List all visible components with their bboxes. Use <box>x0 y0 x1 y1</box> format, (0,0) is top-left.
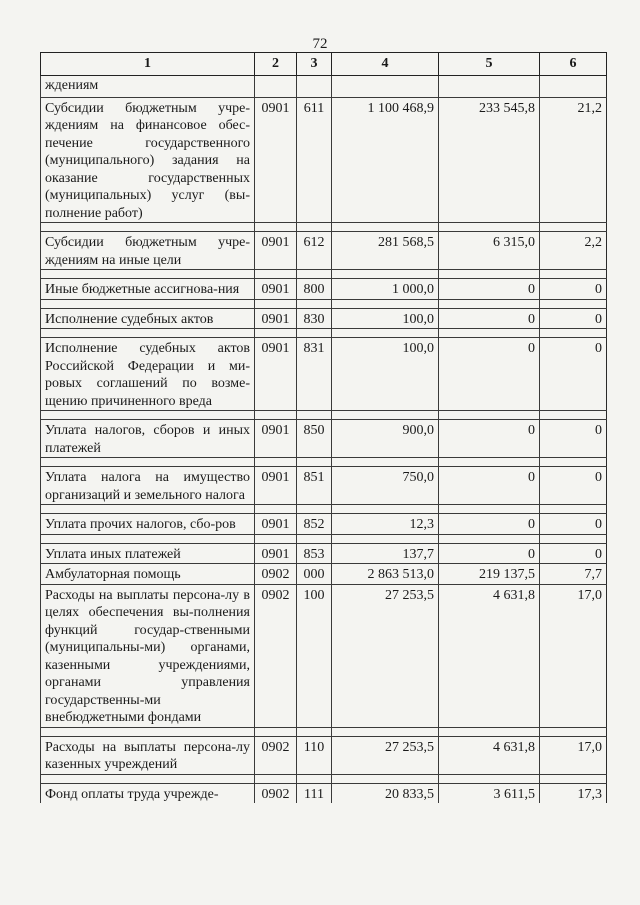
cell-percent: 17,0 <box>540 736 607 774</box>
spacer-cell <box>297 727 332 736</box>
spacer-cell <box>332 223 439 232</box>
table-row <box>41 232 607 270</box>
cell-plan: 100,0 <box>332 308 439 329</box>
spacer-cell <box>439 534 540 543</box>
row-spacer <box>41 534 607 543</box>
cell-section: 0902 <box>255 564 297 585</box>
table-row <box>41 783 607 803</box>
table-row <box>41 97 607 223</box>
cell-section: 0901 <box>255 420 297 458</box>
row-spacer <box>41 223 607 232</box>
spacer-cell <box>255 774 297 783</box>
cell-section: 0901 <box>255 279 297 300</box>
cell-type: 612 <box>297 232 332 270</box>
spacer-cell <box>41 458 255 467</box>
column-header-plan: 4 <box>332 53 439 76</box>
cell-section: 0902 <box>255 783 297 803</box>
cell-name: Фонд оплаты труда учрежде- <box>41 783 255 803</box>
table-row <box>41 338 607 411</box>
table-row <box>41 736 607 774</box>
cell-fact: 0 <box>439 420 540 458</box>
spacer-cell <box>41 727 255 736</box>
spacer-cell <box>297 329 332 338</box>
row-spacer <box>41 505 607 514</box>
cell-fact: 0 <box>439 467 540 505</box>
table-row <box>41 76 607 98</box>
spacer-cell <box>41 223 255 232</box>
cell-type: 110 <box>297 736 332 774</box>
cell-fact: 6 315,0 <box>439 232 540 270</box>
cell-name: Расходы на выплаты персона-лу казенных учреждений <box>41 736 255 774</box>
cell-type: 831 <box>297 338 332 411</box>
cell-section: 0901 <box>255 514 297 535</box>
cell-name: Исполнение судебных актов Российской Федерации и ми-ровых соглашений по возме-щению причиненного вреда <box>41 338 255 411</box>
cell-name: Уплата налога на имущество организаций и земельного налога <box>41 467 255 505</box>
table-row <box>41 543 607 564</box>
cell-plan: 12,3 <box>332 514 439 535</box>
cell-percent: 0 <box>540 543 607 564</box>
cell-percent: 7,7 <box>540 564 607 585</box>
cell-plan: 1 000,0 <box>332 279 439 300</box>
cell-type: 800 <box>297 279 332 300</box>
spacer-cell <box>540 223 607 232</box>
row-spacer <box>41 774 607 783</box>
spacer-cell <box>255 411 297 420</box>
cell-type: 611 <box>297 97 332 223</box>
spacer-cell <box>332 299 439 308</box>
cell-section <box>255 76 297 98</box>
cell-percent: 17,3 <box>540 783 607 803</box>
cell-percent: 21,2 <box>540 97 607 223</box>
spacer-cell <box>255 270 297 279</box>
spacer-cell <box>439 329 540 338</box>
spacer-cell <box>255 505 297 514</box>
budget-execution-table <box>40 52 607 803</box>
spacer-cell <box>332 505 439 514</box>
cell-fact: 0 <box>439 308 540 329</box>
cell-section: 0901 <box>255 232 297 270</box>
column-header-fact: 5 <box>439 53 540 76</box>
spacer-cell <box>297 534 332 543</box>
table-header-row <box>41 53 607 76</box>
spacer-cell <box>332 458 439 467</box>
table-row <box>41 584 607 727</box>
cell-plan: 281 568,5 <box>332 232 439 270</box>
cell-type: 111 <box>297 783 332 803</box>
cell-fact: 4 631,8 <box>439 736 540 774</box>
spacer-cell <box>41 534 255 543</box>
table-row <box>41 420 607 458</box>
spacer-cell <box>41 329 255 338</box>
table-row <box>41 279 607 300</box>
cell-plan: 20 833,5 <box>332 783 439 803</box>
cell-percent: 0 <box>540 308 607 329</box>
cell-plan: 2 863 513,0 <box>332 564 439 585</box>
cell-plan: 27 253,5 <box>332 736 439 774</box>
spacer-cell <box>255 727 297 736</box>
spacer-cell <box>297 774 332 783</box>
cell-percent: 2,2 <box>540 232 607 270</box>
cell-percent <box>540 76 607 98</box>
column-header-type: 3 <box>297 53 332 76</box>
cell-percent: 0 <box>540 420 607 458</box>
cell-percent: 17,0 <box>540 584 607 727</box>
spacer-cell <box>255 534 297 543</box>
spacer-cell <box>255 299 297 308</box>
cell-fact: 4 631,8 <box>439 584 540 727</box>
spacer-cell <box>41 774 255 783</box>
spacer-cell <box>297 505 332 514</box>
page-number: 72 <box>312 36 328 52</box>
cell-percent: 0 <box>540 279 607 300</box>
cell-plan: 137,7 <box>332 543 439 564</box>
cell-type: 852 <box>297 514 332 535</box>
spacer-cell <box>332 270 439 279</box>
column-header-name: 1 <box>41 53 255 76</box>
spacer-cell <box>540 774 607 783</box>
spacer-cell <box>439 458 540 467</box>
spacer-cell <box>255 329 297 338</box>
row-spacer <box>41 727 607 736</box>
row-spacer <box>41 299 607 308</box>
cell-plan <box>332 76 439 98</box>
spacer-cell <box>540 299 607 308</box>
spacer-cell <box>540 411 607 420</box>
cell-section: 0901 <box>255 308 297 329</box>
row-spacer <box>41 270 607 279</box>
cell-name: Амбулаторная помощь <box>41 564 255 585</box>
spacer-cell <box>439 411 540 420</box>
spacer-cell <box>297 299 332 308</box>
spacer-cell <box>439 774 540 783</box>
cell-section: 0902 <box>255 736 297 774</box>
spacer-cell <box>439 270 540 279</box>
spacer-cell <box>439 223 540 232</box>
cell-section: 0901 <box>255 543 297 564</box>
cell-plan: 27 253,5 <box>332 584 439 727</box>
table-row <box>41 308 607 329</box>
cell-plan: 1 100 468,9 <box>332 97 439 223</box>
spacer-cell <box>332 727 439 736</box>
spacer-cell <box>439 727 540 736</box>
spacer-cell <box>297 223 332 232</box>
cell-plan: 100,0 <box>332 338 439 411</box>
row-spacer <box>41 411 607 420</box>
spacer-cell <box>297 411 332 420</box>
row-spacer <box>41 329 607 338</box>
cell-fact: 233 545,8 <box>439 97 540 223</box>
row-spacer <box>41 458 607 467</box>
cell-type: 000 <box>297 564 332 585</box>
spacer-cell <box>332 774 439 783</box>
cell-percent: 0 <box>540 467 607 505</box>
cell-type: 851 <box>297 467 332 505</box>
cell-section: 0902 <box>255 584 297 727</box>
cell-type: 850 <box>297 420 332 458</box>
cell-name: Иные бюджетные ассигнова-ния <box>41 279 255 300</box>
spacer-cell <box>540 458 607 467</box>
cell-section: 0901 <box>255 467 297 505</box>
cell-fact: 3 611,5 <box>439 783 540 803</box>
spacer-cell <box>297 458 332 467</box>
cell-name: Субсидии бюджетным учре-ждениям на иные цели <box>41 232 255 270</box>
spacer-cell <box>540 505 607 514</box>
cell-percent: 0 <box>540 338 607 411</box>
spacer-cell <box>332 534 439 543</box>
spacer-cell <box>332 411 439 420</box>
column-header-section: 2 <box>255 53 297 76</box>
spacer-cell <box>41 411 255 420</box>
spacer-cell <box>297 270 332 279</box>
cell-name: Уплата налогов, сборов и иных платежей <box>41 420 255 458</box>
table-row <box>41 564 607 585</box>
spacer-cell <box>255 458 297 467</box>
cell-fact: 0 <box>439 514 540 535</box>
cell-plan: 900,0 <box>332 420 439 458</box>
spacer-cell <box>332 329 439 338</box>
column-header-percent: 6 <box>540 53 607 76</box>
cell-percent: 0 <box>540 514 607 535</box>
cell-name: Расходы на выплаты персона-лу в целях обеспечения вы-полнения функций государ-ственными (муниципальны-ми) органами, казенными учреждениями, органами управления государственны-ми внебюджетными фондами <box>41 584 255 727</box>
spacer-cell <box>41 270 255 279</box>
cell-type: 100 <box>297 584 332 727</box>
cell-section: 0901 <box>255 338 297 411</box>
cell-name: Субсидии бюджетным учре-ждениям на финансовое обес-печение государственного (муниципального) задания на оказание государственных (муниципальных) услуг (вы-полнение работ) <box>41 97 255 223</box>
spacer-cell <box>540 727 607 736</box>
table-body <box>41 76 607 804</box>
cell-section: 0901 <box>255 97 297 223</box>
spacer-cell <box>540 329 607 338</box>
table-row <box>41 514 607 535</box>
spacer-cell <box>439 299 540 308</box>
cell-fact: 0 <box>439 279 540 300</box>
cell-name: Исполнение судебных актов <box>41 308 255 329</box>
cell-fact: 219 137,5 <box>439 564 540 585</box>
spacer-cell <box>255 223 297 232</box>
cell-fact: 0 <box>439 543 540 564</box>
spacer-cell <box>41 505 255 514</box>
cell-name: Уплата иных платежей <box>41 543 255 564</box>
cell-fact: 0 <box>439 338 540 411</box>
cell-type: 830 <box>297 308 332 329</box>
table-row <box>41 467 607 505</box>
cell-plan: 750,0 <box>332 467 439 505</box>
cell-type: 853 <box>297 543 332 564</box>
cell-fact <box>439 76 540 98</box>
spacer-cell <box>439 505 540 514</box>
cell-name: Уплата прочих налогов, сбо-ров <box>41 514 255 535</box>
spacer-cell <box>41 299 255 308</box>
spacer-cell <box>540 534 607 543</box>
cell-name: ждениям <box>41 76 255 98</box>
spacer-cell <box>540 270 607 279</box>
cell-type <box>297 76 332 98</box>
